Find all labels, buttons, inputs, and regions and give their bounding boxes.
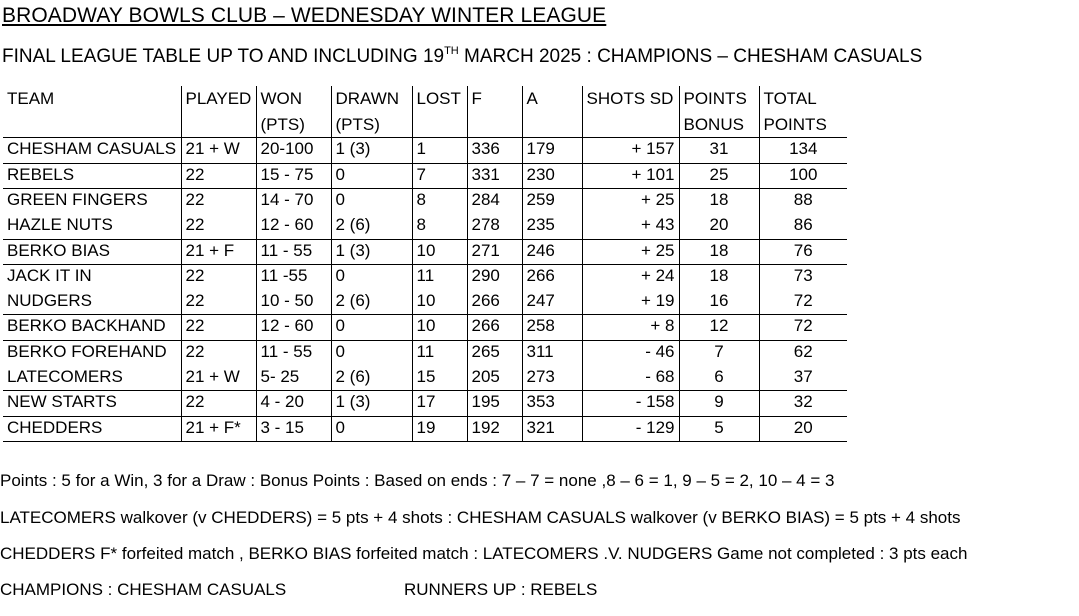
header-total-points: TOTAL [759, 86, 847, 112]
cell-total-points: 72 [759, 315, 847, 341]
cell-for: 271 [467, 239, 522, 265]
cell-team: REBELS [3, 163, 181, 189]
cell-lost: 8 [412, 189, 467, 214]
header-lost: LOST [412, 86, 467, 112]
cell-team: HAZLE NUTS [7, 214, 113, 234]
cell-drawn: 0 [331, 340, 412, 365]
cell-played: 21 + F [181, 239, 256, 265]
header-played: PLAYED [181, 86, 256, 112]
cell-won: 4 - 20 [256, 391, 331, 417]
cell-drawn: 2 (6) [331, 214, 412, 239]
cell-played: 22 [181, 189, 256, 214]
cell-bonus-points: 5 [679, 416, 759, 442]
cell-bonus-points: 7 [679, 340, 759, 365]
cell-against: 311 [522, 340, 582, 365]
table-row [3, 391, 847, 417]
cell-total-points: 134 [759, 138, 847, 164]
header-row [3, 86, 847, 112]
cell-won: 12 - 60 [256, 315, 331, 341]
cell-bonus-points: 16 [679, 290, 759, 315]
cell-against: 321 [522, 416, 582, 442]
cell-shots-sd: + 157 [582, 138, 679, 164]
header-won: WON [256, 86, 331, 112]
table-row [3, 138, 847, 164]
cell-drawn: 0 [331, 265, 412, 290]
cell-against: 235 [522, 214, 582, 239]
subtitle-superscript: TH [444, 45, 459, 57]
cell-lost: 19 [412, 416, 467, 442]
cell-drawn: 1 (3) [331, 239, 412, 265]
table-row [3, 265, 847, 290]
cell-team: GREEN FINGERS [3, 189, 181, 214]
cell-bonus-points: 25 [679, 163, 759, 189]
header-row [3, 112, 847, 138]
cell-played: 22 [181, 315, 256, 341]
cell-played: 22 [181, 163, 256, 189]
header-bonus-points: BONUS [679, 112, 759, 138]
cell-team: BERKO FOREHAND [3, 340, 181, 365]
cell-shots-sd: + 8 [582, 315, 679, 341]
cell-for: 265 [467, 340, 522, 365]
cell-for: 284 [467, 189, 522, 214]
header-for: F [467, 86, 522, 112]
cell-won: 11 - 55 [256, 340, 331, 365]
subtitle-text-after: MARCH 2025 : CHAMPIONS – CHESHAM CASUALS [458, 46, 923, 67]
header-bonus-points: POINTS [679, 86, 759, 112]
cell-bonus-points: 9 [679, 391, 759, 417]
cell-against: 353 [522, 391, 582, 417]
cell-bonus-points: 18 [679, 239, 759, 265]
table-row [3, 416, 847, 442]
header-for [467, 112, 522, 138]
cell-drawn: 1 (3) [331, 391, 412, 417]
cell-won: 11 - 55 [256, 239, 331, 265]
header-total-points: POINTS [759, 112, 847, 138]
cell-lost: 17 [412, 391, 467, 417]
table-row [3, 366, 847, 391]
cell-drawn: 2 (6) [331, 290, 412, 315]
cell-lost: 11 [412, 340, 467, 365]
table-row [3, 290, 847, 315]
cell-bonus-points: 12 [679, 315, 759, 341]
cell-against: 259 [522, 189, 582, 214]
cell-bonus-points: 6 [679, 366, 759, 391]
cell-team: NEW STARTS [3, 391, 181, 417]
cell-total-points: 86 [759, 214, 847, 239]
header-drawn: (PTS) [331, 112, 412, 138]
cell-shots-sd: - 129 [582, 416, 679, 442]
header-shots-sd: SHOTS SD [582, 86, 679, 112]
runners-up-label: RUNNERS UP : REBELS [404, 580, 598, 599]
cell-bonus-points: 18 [679, 189, 759, 214]
cell-shots-sd: + 43 [582, 214, 679, 239]
cell-played: 22 [181, 214, 256, 239]
cell-drawn: 0 [331, 189, 412, 214]
cell-shots-sd: - 158 [582, 391, 679, 417]
cell-bonus-points: 20 [679, 214, 759, 239]
cell-against: 258 [522, 315, 582, 341]
table-row [3, 340, 847, 365]
scoring-note: Points : 5 for a Win, 3 for a Draw : Bonus Points : Based on ends : 7 – 7 = none ,8 – 6 = 1, 9 – 5 = 2, 10 – 4 = 3 [0, 471, 835, 490]
cell-lost: 7 [412, 163, 467, 189]
cell-total-points: 20 [759, 416, 847, 442]
cell-total-points: 73 [759, 265, 847, 290]
cell-lost: 15 [412, 366, 467, 391]
cell-against: 247 [522, 290, 582, 315]
cell-lost: 10 [412, 290, 467, 315]
table-row [3, 214, 847, 239]
cell-lost: 8 [412, 214, 467, 239]
header-lost [412, 112, 467, 138]
header-played [181, 112, 256, 138]
cell-total-points: 88 [759, 189, 847, 214]
cell-shots-sd: + 19 [582, 290, 679, 315]
cell-team: LATECOMERS [7, 366, 123, 386]
cell-played: 22 [181, 265, 256, 290]
table-row [3, 239, 847, 265]
cell-lost: 10 [412, 315, 467, 341]
cell-bonus-points: 31 [679, 138, 759, 164]
header-won: (PTS) [256, 112, 331, 138]
cell-team: CHESHAM CASUALS [3, 138, 181, 164]
cell-drawn: 2 (6) [331, 366, 412, 391]
cell-for: 331 [467, 163, 522, 189]
cell-lost: 1 [412, 138, 467, 164]
cell-for: 290 [467, 265, 522, 290]
cell-against: 230 [522, 163, 582, 189]
forfeit-note: CHEDDERS F* forfeited match , BERKO BIAS forfeited match : LATECOMERS .V. NUDGERS Game not completed : 3 pts each [0, 544, 968, 563]
cell-won: 12 - 60 [256, 214, 331, 239]
header-team [3, 112, 181, 138]
cell-drawn: 0 [331, 416, 412, 442]
cell-for: 266 [467, 315, 522, 341]
cell-won: 3 - 15 [256, 416, 331, 442]
cell-total-points: 100 [759, 163, 847, 189]
header-against [522, 112, 582, 138]
cell-against: 273 [522, 366, 582, 391]
cell-against: 246 [522, 239, 582, 265]
cell-drawn: 1 (3) [331, 138, 412, 164]
table-row [3, 315, 847, 341]
cell-total-points: 76 [759, 239, 847, 265]
cell-for: 278 [467, 214, 522, 239]
cell-shots-sd: + 101 [582, 163, 679, 189]
cell-for: 192 [467, 416, 522, 442]
header-team: TEAM [7, 89, 55, 108]
cell-shots-sd: - 68 [582, 366, 679, 391]
cell-drawn: 0 [331, 163, 412, 189]
champions-label: CHAMPIONS : CHESHAM CASUALS [0, 580, 287, 599]
cell-played: 21 + F* [181, 416, 256, 442]
cell-lost: 10 [412, 239, 467, 265]
cell-team: JACK IT IN [3, 265, 181, 290]
cell-total-points: 32 [759, 391, 847, 417]
cell-total-points: 72 [759, 290, 847, 315]
page-title: BROADWAY BOWLS CLUB – WEDNESDAY WINTER LEAGUE [2, 4, 607, 27]
cell-team: BERKO BACKHAND [3, 315, 181, 341]
cell-drawn: 0 [331, 315, 412, 341]
cell-shots-sd: + 24 [582, 265, 679, 290]
league-table [3, 86, 847, 442]
cell-won: 15 - 75 [256, 163, 331, 189]
cell-won: 10 - 50 [256, 290, 331, 315]
cell-won: 14 - 70 [256, 189, 331, 214]
cell-won: 20-100 [256, 138, 331, 164]
cell-shots-sd: - 46 [582, 340, 679, 365]
header-drawn: DRAWN [331, 86, 412, 112]
cell-won: 11 -55 [256, 265, 331, 290]
header-against: A [522, 86, 582, 112]
cell-team: NUDGERS [7, 290, 93, 310]
cell-team: CHEDDERS [3, 416, 181, 442]
table-row [3, 189, 847, 214]
cell-lost: 11 [412, 265, 467, 290]
league-subtitle [2, 46, 922, 68]
cell-total-points: 62 [759, 340, 847, 365]
cell-bonus-points: 18 [679, 265, 759, 290]
cell-shots-sd: + 25 [582, 239, 679, 265]
walkover-note: LATECOMERS walkover (v CHEDDERS) = 5 pts + 4 shots : CHESHAM CASUALS walkover (v BERKO BIAS) = 5 pts + 4 shots [0, 508, 961, 527]
header-shots-sd [582, 112, 679, 138]
cell-played: 21 + W [181, 138, 256, 164]
cell-played: 22 [181, 290, 256, 315]
cell-total-points: 37 [759, 366, 847, 391]
cell-against: 179 [522, 138, 582, 164]
cell-won: 5- 25 [256, 366, 331, 391]
cell-played: 21 + W [181, 366, 256, 391]
cell-for: 336 [467, 138, 522, 164]
cell-for: 195 [467, 391, 522, 417]
cell-for: 205 [467, 366, 522, 391]
table-row [3, 163, 847, 189]
cell-played: 22 [181, 391, 256, 417]
cell-against: 266 [522, 265, 582, 290]
cell-played: 22 [181, 340, 256, 365]
subtitle-text-before: FINAL LEAGUE TABLE UP TO AND INCLUDING 19 [2, 46, 445, 67]
cell-for: 266 [467, 290, 522, 315]
cell-shots-sd: + 25 [582, 189, 679, 214]
cell-team: BERKO BIAS [3, 239, 181, 265]
